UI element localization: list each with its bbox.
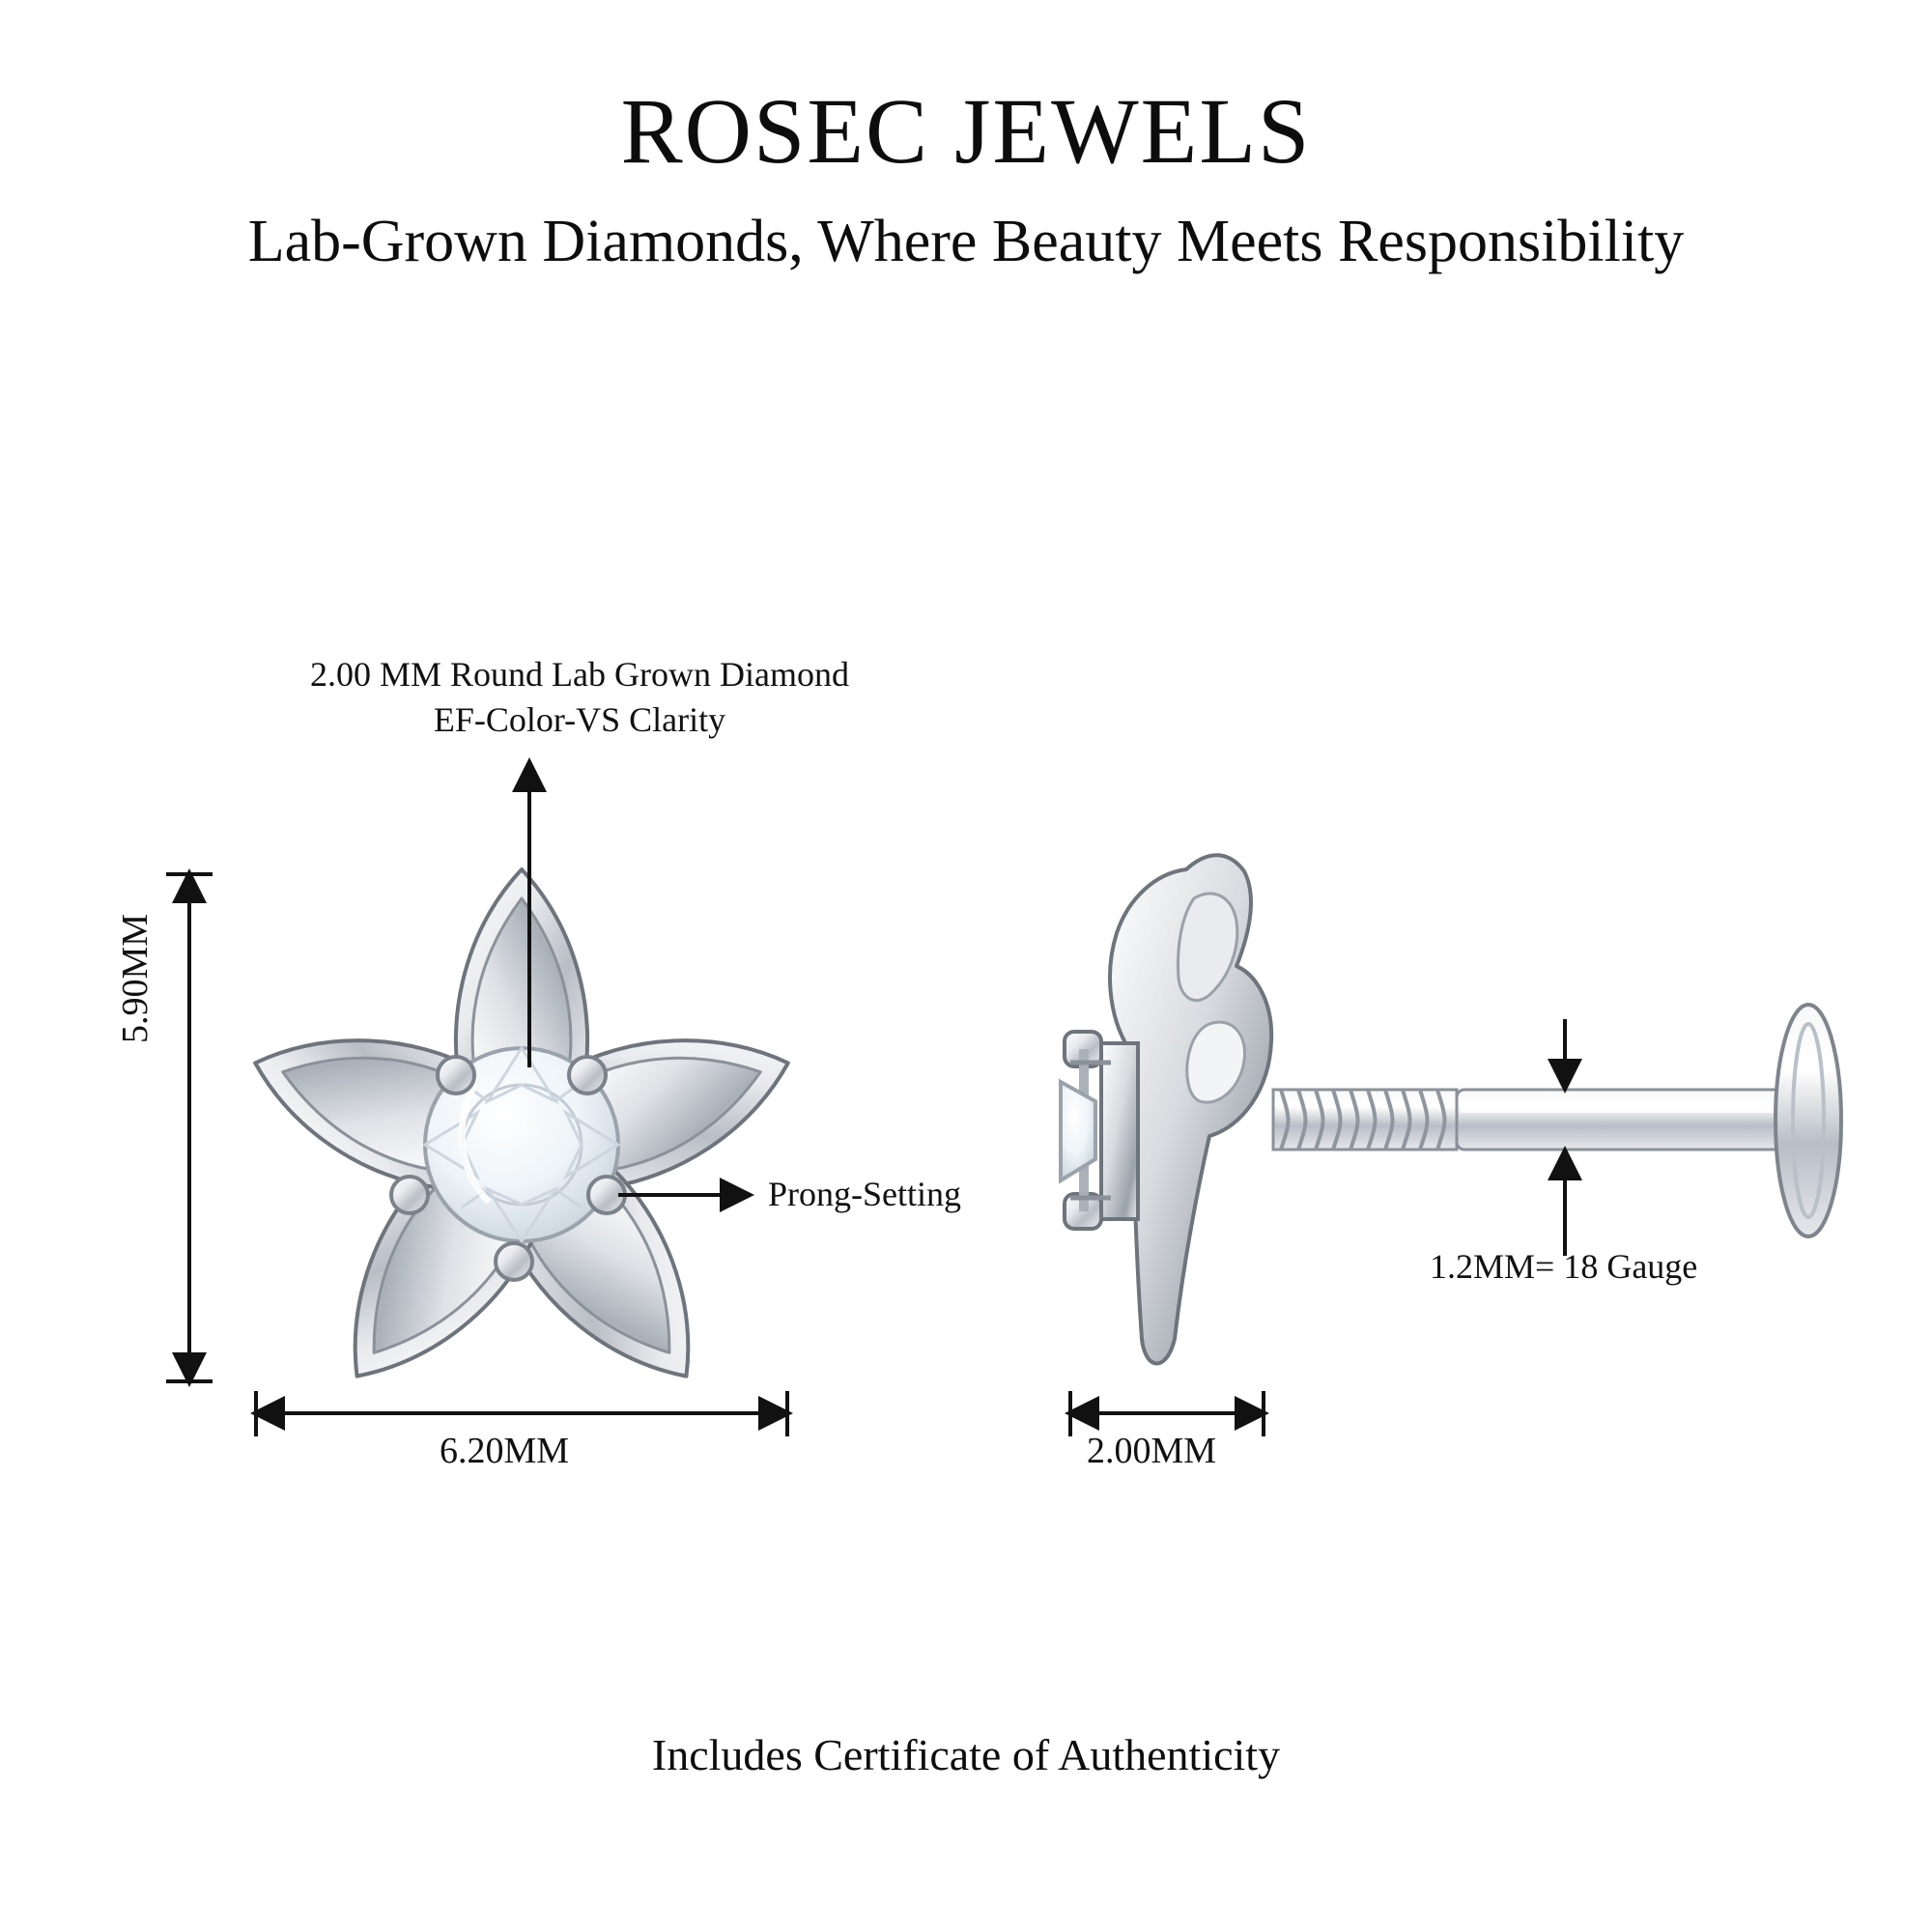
depth-dimension-label: 2.00MM <box>1087 1431 1217 1471</box>
diamond-spec-line-1: 2.00 MM Round Lab Grown Diamond <box>310 655 849 694</box>
gauge-label: 1.2MM= 18 Gauge <box>1430 1247 1698 1286</box>
height-dimension-line <box>166 874 213 1381</box>
page-subtitle: Lab-Grown Diamonds, Where Beauty Meets Responsibility <box>247 209 1685 274</box>
diamond-spec-line-2: EF-Color-VS Clarity <box>433 699 726 739</box>
labret-flat-back-disc <box>1776 1005 1841 1236</box>
height-dimension-label: 5.90MM <box>115 913 156 1043</box>
page-title: ROSEC JEWELS <box>620 79 1312 183</box>
labret-bar <box>1457 1090 1785 1150</box>
depth-dimension-line <box>1070 1391 1264 1436</box>
threaded-post <box>1273 1090 1457 1150</box>
flower-stud-front-view <box>166 763 809 1436</box>
width-dimension-line <box>256 1391 787 1436</box>
prong-head-side <box>1061 1032 1138 1229</box>
prong-setting-label: Prong-Setting <box>768 1175 962 1213</box>
width-dimension-label: 6.20MM <box>440 1431 570 1471</box>
certificate-note: Includes Certificate of Authenticity <box>651 1730 1281 1779</box>
flower-stud-side-view <box>1061 855 1841 1436</box>
